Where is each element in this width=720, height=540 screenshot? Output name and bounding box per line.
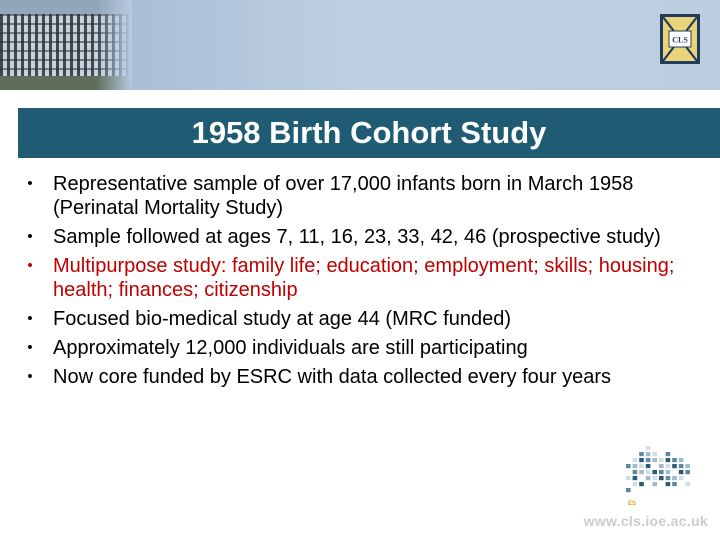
website-url: www.cls.ioe.ac.uk	[583, 513, 708, 529]
cls-mosaic-graphic	[626, 446, 694, 506]
bullet-dot-icon: •	[27, 228, 33, 245]
bullet-text: Approximately 12,000 individuals are still participating	[53, 337, 528, 359]
bullet-item	[22, 336, 712, 360]
bullet-item	[22, 365, 712, 389]
bullet-dot-icon: •	[27, 368, 33, 385]
bullet-dot-icon: •	[27, 257, 33, 274]
bullet-text: Focused bio-medical study at age 44 (MRC funded)	[53, 308, 512, 330]
bullet-dot-icon: •	[27, 175, 33, 192]
cls-logo	[660, 14, 700, 64]
slide-title: 1958 Birth Cohort Study	[191, 115, 547, 150]
bullet-item	[22, 254, 712, 302]
bullet-item	[22, 172, 712, 220]
bullet-item	[22, 307, 712, 331]
bullet-text: Representative sample of over 17,000 infants born in March 1958 (Perinatal Mortality Study)	[53, 173, 634, 219]
bullet-text: Sample followed at ages 7, 11, 16, 23, 33, 42, 46 (prospective study)	[53, 226, 661, 248]
bullet-dot-icon: •	[27, 310, 33, 327]
bullet-list	[22, 172, 712, 394]
bullet-text: Now core funded by ESRC with data collected every four years	[53, 366, 612, 388]
building-photo	[0, 0, 132, 90]
bullet-item	[22, 225, 712, 249]
logo-text: CLS	[672, 35, 688, 45]
header-banner	[0, 0, 720, 90]
bullet-dot-icon: •	[27, 339, 33, 356]
mosaic-label: ES	[628, 501, 637, 506]
title-bar	[18, 108, 720, 158]
bullet-text: Multipurpose study: family life; education; employment; skills; housing; health; finances; citizenship	[53, 255, 675, 301]
